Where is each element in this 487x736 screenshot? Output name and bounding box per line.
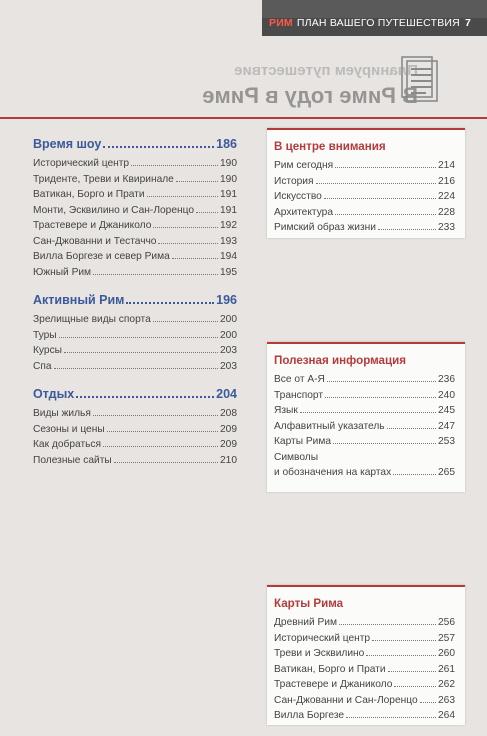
dot-leader [172,258,218,259]
dot-leader [131,165,218,166]
toc-entry-label: Сан-Джованни и Сан-Лоренцо [274,694,418,706]
toc-entry[interactable] [33,345,237,361]
toc-entry-page: 209 [220,423,237,435]
dot-leader [333,443,436,444]
toc-entry-page: 245 [438,405,455,416]
toc-entry-label: Как добраться [33,439,102,450]
info-card [267,342,465,492]
toc-entry[interactable] [33,251,237,267]
toc-entry-page: 195 [220,266,237,278]
toc-entry-label: Искусство [274,191,322,202]
toc-entry[interactable] [33,314,237,330]
toc-entry-page: 265 [438,466,455,478]
dot-leader [54,368,218,369]
toc-entry-page: 192 [220,220,237,231]
toc-section-title: Активный Рим [33,293,125,307]
toc-entry-label: Древний Рим [274,617,337,628]
toc-entry[interactable] [274,679,455,695]
toc-entry-label: Сан-Джованни и Тестаччо [33,235,157,247]
toc-entry-page: 224 [438,191,455,202]
toc-entry[interactable] [274,390,455,406]
toc-entry-label: Ватикан, Борго и Прати [274,663,386,675]
toc-entry-page: 236 [438,374,455,385]
maps-card-title: Карты Рима [274,597,344,610]
dot-leader [372,640,436,641]
toc-entry-label: Карты Рима [274,436,332,447]
page-number: 7 [464,17,471,29]
document-icon [400,55,438,103]
dot-leader [300,412,436,413]
toc-entry-label: Триденте, Треви и Квиринале [33,173,174,185]
toc-section-title: Отдых [33,387,75,401]
toc-entry[interactable] [274,176,455,192]
toc-entry[interactable] [274,436,455,452]
toc-entry[interactable] [33,361,237,377]
toc-entry-label: Все от А-Я [274,374,325,385]
dot-leader [107,431,218,432]
focus-card-title: В центре внимания [274,140,386,153]
toc-entry[interactable] [274,421,455,437]
show-through-line-1: Планируем путешествие [234,62,418,79]
toc-section-title: Время шоу [33,137,102,151]
toc-entry[interactable] [33,236,237,252]
dot-leader [394,686,436,687]
dot-leader [126,302,214,304]
toc-entry-page: 256 [438,617,455,628]
toc-entry[interactable] [274,191,455,207]
toc-entry-page: 200 [220,329,237,341]
toc-entry-label: Сезоны и цены [33,423,105,435]
toc-left-column [33,137,237,481]
dot-leader [420,702,436,703]
toc-entry-multiline[interactable] [274,452,455,482]
toc-entry-page: 190 [220,173,237,185]
toc-entry-page: 203 [220,345,237,356]
toc-entry[interactable] [33,408,237,424]
toc-entry-page: 191 [220,189,237,200]
header-title: ПЛАН ВАШЕГО ПУТЕШЕСТВИЯ [296,17,460,29]
toc-entry-label: Исторический центр [274,632,371,644]
toc-entry[interactable] [274,664,455,680]
toc-entry-label: Туры [33,329,57,341]
toc-section-page: 186 [216,137,237,151]
dot-leader [103,446,218,447]
toc-entry-page: 263 [438,694,455,706]
dot-leader [103,146,214,148]
dot-leader [153,321,218,322]
toc-entry[interactable] [274,374,455,390]
toc-entry-page: 193 [220,235,237,247]
toc-entry-label: Виды жилья [33,408,91,419]
toc-section [33,293,237,376]
dot-leader [147,196,218,197]
toc-entry[interactable] [274,160,455,176]
toc-entry-page: 228 [438,206,455,218]
toc-entry-page: 209 [220,439,237,450]
toc-entry-label: Вилла Боргезе [274,710,345,721]
toc-entry[interactable] [33,267,237,283]
toc-entry-page: 191 [220,204,237,216]
toc-entry-label: Язык [274,405,298,416]
toc-entry-label-line1: Символы [274,451,319,463]
dot-leader [325,397,436,398]
toc-entry-page: 240 [438,389,455,401]
dot-leader [93,274,218,275]
dot-leader [176,181,218,182]
toc-entry-label: Трастевере и Джаниколо [33,220,152,231]
dot-leader [64,352,218,353]
toc-entry-page: 190 [220,158,237,169]
toc-entry[interactable] [274,207,455,223]
dot-leader [76,396,214,398]
toc-entry-label: Архитектура [274,206,334,218]
toc-section [33,137,237,282]
dot-leader [93,415,218,416]
toc-entry[interactable] [274,648,455,664]
toc-entry[interactable] [33,174,237,190]
toc-entry-label: История [274,175,314,187]
toc-section-heading[interactable] [33,137,237,151]
toc-entry[interactable] [33,220,237,236]
toc-entry[interactable] [33,439,237,455]
focus-card [267,128,465,238]
dot-leader [114,462,218,463]
toc-entry-page: 194 [220,251,237,262]
toc-entry-label: Транспорт [274,389,323,401]
dot-leader [335,214,436,215]
toc-entry[interactable] [274,222,455,238]
dot-leader [153,227,218,228]
toc-entry-page: 203 [220,360,237,372]
dot-leader [327,381,436,382]
toc-section-page: 196 [216,293,237,307]
toc-entry-page: 261 [438,663,455,675]
toc-entry-label: Треви и Эсквилино [274,648,365,659]
toc-section-heading[interactable] [33,293,237,307]
toc-entry[interactable] [33,455,237,471]
toc-entry-label: Алфавитный указатель [274,420,385,432]
toc-entry-label: Спа [33,360,52,372]
toc-entry[interactable] [33,189,237,205]
dot-leader [393,474,436,475]
info-card-title: Полезная информация [274,354,407,367]
toc-entry[interactable] [274,405,455,421]
toc-entry-label: Исторический центр [33,158,130,169]
running-header [269,17,471,29]
toc-entry-label: Ватикан, Борго и Прати [33,189,145,200]
toc-entry[interactable] [274,710,455,726]
toc-entry-label: Монти, Эсквилино и Сан-Лоренцо [33,204,195,216]
toc-entry-page: 200 [220,314,237,325]
toc-section [33,387,237,470]
toc-entry-label: Курсы [33,345,62,356]
dot-leader [59,337,218,338]
dot-leader [339,624,436,625]
toc-entry-page: 262 [438,679,455,690]
section-divider [0,117,487,119]
toc-section-heading[interactable] [33,387,237,401]
dot-leader [378,229,436,230]
dot-leader [158,243,218,244]
toc-entry-page: 208 [220,408,237,419]
dot-leader [346,717,436,718]
toc-entry-label: Римский образ жизни [274,222,376,233]
dot-leader [196,212,218,213]
toc-entry[interactable] [274,617,455,633]
toc-entry-label: Южный Рим [33,266,92,278]
toc-entry-page: 233 [438,222,455,233]
dot-leader [316,183,436,184]
toc-entry-page: 253 [438,436,455,447]
dot-leader [366,655,436,656]
toc-entry[interactable] [33,205,237,221]
dot-leader [388,671,436,672]
toc-entry-page: 257 [438,632,455,644]
show-through-line-2: В Риме году в Риме [202,83,418,108]
toc-entry[interactable] [33,330,237,346]
show-through-text [178,62,418,122]
header-city: РИМ [268,17,293,29]
toc-entry[interactable] [33,158,237,174]
toc-entry-page: 216 [438,175,455,187]
dot-leader [387,428,436,429]
toc-entry[interactable] [274,633,455,649]
toc-entry-page: 264 [438,710,455,721]
toc-section-page: 204 [216,387,237,401]
dot-leader [324,198,436,199]
dot-leader [335,167,436,168]
toc-entry-label: Вилла Боргезе и север Рима [33,251,170,262]
toc-entry-page: 260 [438,648,455,659]
toc-entry-page: 210 [220,454,237,466]
toc-entry-page: 214 [438,160,455,171]
toc-entry[interactable] [274,695,455,711]
maps-card [267,585,465,725]
toc-entry[interactable] [33,424,237,440]
toc-entry-label-line2: и обозначения на картах [274,466,392,478]
toc-entry-label: Зрелищные виды спорта [33,314,151,325]
header-strip [262,0,487,18]
toc-entry-label: Трастевере и Джаниколо [274,679,393,690]
toc-entry-page: 247 [438,420,455,432]
toc-entry-label: Полезные сайты [33,454,112,466]
toc-entry-label: Рим сегодня [274,160,334,171]
